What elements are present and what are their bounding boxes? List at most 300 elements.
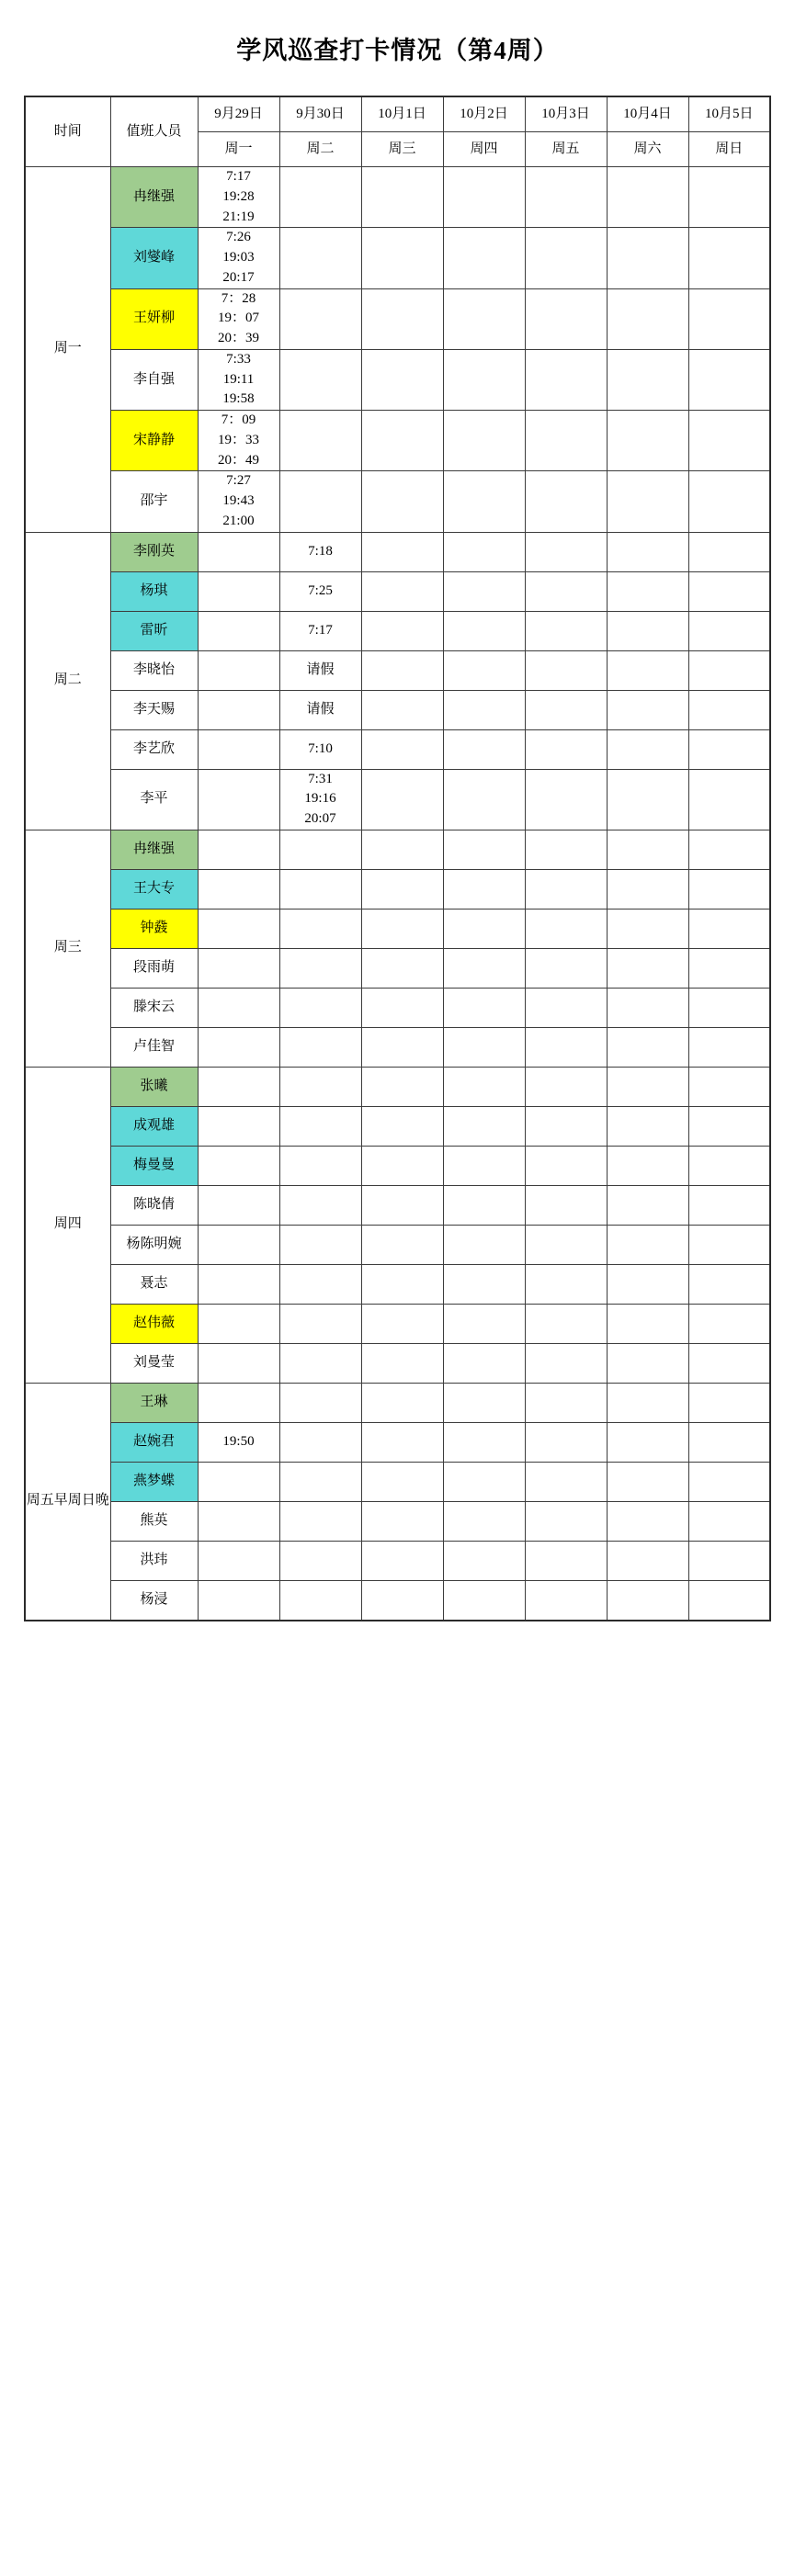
checkin-cell [279, 1185, 361, 1225]
table-row [25, 411, 770, 471]
checkin-cell [525, 1264, 607, 1304]
person-name-cell: 王大专 [110, 869, 198, 909]
checkin-cell [525, 1422, 607, 1462]
checkin-cell [361, 1422, 443, 1462]
checkin-cell [688, 228, 770, 288]
checkin-cell [525, 167, 607, 228]
table-header [25, 96, 770, 167]
checkin-cell [525, 471, 607, 532]
checkin-cell [361, 1343, 443, 1383]
checkin-cell [525, 288, 607, 349]
attendance-table [24, 96, 771, 1621]
checkin-cell [607, 1422, 688, 1462]
checkin-cell [279, 1106, 361, 1146]
checkin-cell [607, 1343, 688, 1383]
checkin-cell [361, 228, 443, 288]
checkin-cell [361, 1146, 443, 1185]
checkin-cell [279, 471, 361, 532]
header-weekday-4: 周五 [525, 132, 607, 167]
checkin-cell [361, 571, 443, 611]
table-row [25, 650, 770, 690]
checkin-cell [607, 830, 688, 869]
checkin-cell [198, 167, 279, 228]
checkin-cell [525, 650, 607, 690]
checkin-cell [361, 769, 443, 830]
checkin-cell [607, 471, 688, 532]
checkin-cell [279, 1541, 361, 1580]
checkin-cell [443, 988, 525, 1027]
person-name-cell: 杨陈明婉 [110, 1225, 198, 1264]
checkin-cell [607, 1501, 688, 1541]
checkin-time: 19:28 [222, 188, 255, 204]
person-name-cell: 刘燮峰 [110, 228, 198, 288]
checkin-cell [279, 988, 361, 1027]
checkin-cell [607, 411, 688, 471]
person-name-cell: 梅曼曼 [110, 1146, 198, 1185]
person-name-cell: 冉继强 [110, 167, 198, 228]
checkin-cell [279, 1383, 361, 1422]
checkin-cell [443, 729, 525, 769]
checkin-cell [361, 349, 443, 410]
checkin-cell [198, 349, 279, 410]
checkin-cell [361, 471, 443, 532]
checkin-cell [361, 729, 443, 769]
checkin-cell [607, 769, 688, 830]
table-row [25, 1343, 770, 1383]
checkin-cell [279, 1225, 361, 1264]
checkin-cell: 7:18 [279, 532, 361, 571]
checkin-cell [525, 769, 607, 830]
checkin-time: 19:16 [304, 791, 336, 807]
checkin-time: 19:03 [222, 250, 255, 265]
header-date-4: 10月3日 [525, 96, 607, 132]
checkin-time: 19:11 [222, 371, 255, 387]
table-row [25, 228, 770, 288]
checkin-cell [607, 611, 688, 650]
table-row [25, 1264, 770, 1304]
checkin-cell [525, 948, 607, 988]
header-date-0: 9月29日 [198, 96, 279, 132]
checkin-cell [525, 1146, 607, 1185]
checkin-cell [607, 729, 688, 769]
table-row [25, 1106, 770, 1146]
checkin-cell [525, 611, 607, 650]
checkin-cell [361, 948, 443, 988]
checkin-cell [361, 532, 443, 571]
checkin-cell [279, 1027, 361, 1067]
checkin-cell [279, 948, 361, 988]
checkin-cell [525, 411, 607, 471]
checkin-cell [607, 1027, 688, 1067]
checkin-time: 7:31 [308, 771, 333, 786]
checkin-cell [198, 1580, 279, 1621]
checkin-cell [279, 228, 361, 288]
checkin-cell [443, 948, 525, 988]
checkin-cell [688, 948, 770, 988]
checkin-cell [198, 1225, 279, 1264]
checkin-cell: 7:17 [279, 611, 361, 650]
checkin-cell [443, 1541, 525, 1580]
checkin-cell [688, 532, 770, 571]
checkin-cell [607, 1106, 688, 1146]
table-row [25, 1185, 770, 1225]
checkin-cell [443, 830, 525, 869]
checkin-time: 21:00 [222, 513, 255, 528]
table-row [25, 1580, 770, 1621]
checkin-cell [443, 1422, 525, 1462]
checkin-cell [688, 1580, 770, 1621]
checkin-cell [443, 1343, 525, 1383]
checkin-cell [688, 1146, 770, 1185]
header-date-2: 10月1日 [361, 96, 443, 132]
checkin-cell [688, 471, 770, 532]
checkin-cell [607, 1067, 688, 1106]
checkin-cell [198, 909, 279, 948]
person-name-cell: 段雨萌 [110, 948, 198, 988]
table-row [25, 988, 770, 1027]
checkin-cell [688, 571, 770, 611]
checkin-cell [607, 650, 688, 690]
checkin-time: 20:17 [222, 269, 255, 285]
header-weekday-5: 周六 [607, 132, 688, 167]
person-name-cell: 赵婉君 [110, 1422, 198, 1462]
day-group-label: 周二 [25, 532, 110, 830]
checkin-cell [361, 1383, 443, 1422]
checkin-cell [279, 288, 361, 349]
checkin-cell [525, 988, 607, 1027]
checkin-cell [688, 1343, 770, 1383]
header-date-5: 10月4日 [607, 96, 688, 132]
checkin-cell [361, 830, 443, 869]
checkin-cell [607, 1462, 688, 1501]
checkin-cell [279, 1067, 361, 1106]
checkin-cell [525, 729, 607, 769]
person-name-cell: 杨浸 [110, 1580, 198, 1621]
checkin-time: 7：28 [221, 290, 256, 306]
header-weekday-1: 周二 [279, 132, 361, 167]
person-name-cell: 陈晓倩 [110, 1185, 198, 1225]
table-row [25, 690, 770, 729]
table-row [25, 288, 770, 349]
checkin-cell [607, 288, 688, 349]
table-row [25, 532, 770, 571]
checkin-cell [443, 909, 525, 948]
checkin-cell [607, 571, 688, 611]
checkin-cell [198, 571, 279, 611]
person-name-cell: 张曦 [110, 1067, 198, 1106]
checkin-cell [525, 1580, 607, 1621]
checkin-cell [525, 228, 607, 288]
checkin-cell [443, 288, 525, 349]
person-name-cell: 赵伟薇 [110, 1304, 198, 1343]
person-name-cell: 雷昕 [110, 611, 198, 650]
checkin-cell [525, 1225, 607, 1264]
title-block [0, 0, 795, 96]
checkin-cell [688, 1304, 770, 1343]
day-group-label: 周四 [25, 1067, 110, 1383]
checkin-cell: 7:10 [279, 729, 361, 769]
checkin-cell [361, 288, 443, 349]
checkin-cell [607, 1225, 688, 1264]
checkin-cell [688, 1541, 770, 1580]
checkin-cell [525, 1343, 607, 1383]
checkin-cell [607, 909, 688, 948]
person-name-cell: 冉继强 [110, 830, 198, 869]
checkin-cell [688, 650, 770, 690]
checkin-cell [525, 1501, 607, 1541]
table-row [25, 869, 770, 909]
table-row [25, 349, 770, 410]
table-row [25, 167, 770, 228]
checkin-cell [688, 411, 770, 471]
table-row [25, 1422, 770, 1462]
table-row [25, 1067, 770, 1106]
checkin-cell: 请假 [279, 690, 361, 729]
person-name-cell: 燕梦蝶 [110, 1462, 198, 1501]
checkin-cell [361, 1067, 443, 1106]
checkin-cell [525, 909, 607, 948]
person-name-cell: 李天赐 [110, 690, 198, 729]
checkin-cell [688, 690, 770, 729]
checkin-cell [688, 167, 770, 228]
checkin-cell [279, 1264, 361, 1304]
header-date-3: 10月2日 [443, 96, 525, 132]
checkin-cell [443, 228, 525, 288]
person-name-cell: 李艺欣 [110, 729, 198, 769]
checkin-cell [443, 1225, 525, 1264]
checkin-cell [688, 1383, 770, 1422]
day-group-label: 周五早周日晚 [25, 1383, 110, 1621]
checkin-cell [607, 1264, 688, 1304]
person-name-cell: 李刚英 [110, 532, 198, 571]
checkin-cell [361, 690, 443, 729]
checkin-cell [198, 1343, 279, 1383]
checkin-time: 7:17 [226, 169, 251, 184]
checkin-cell [361, 650, 443, 690]
checkin-cell [198, 690, 279, 729]
checkin-cell [525, 532, 607, 571]
checkin-cell [443, 611, 525, 650]
checkin-time: 7:27 [226, 473, 251, 489]
checkin-cell [279, 830, 361, 869]
person-name-cell: 洪玮 [110, 1541, 198, 1580]
checkin-cell [361, 167, 443, 228]
checkin-cell [198, 471, 279, 532]
checkin-cell [688, 611, 770, 650]
checkin-cell [198, 988, 279, 1027]
checkin-cell [361, 1501, 443, 1541]
table-row [25, 571, 770, 611]
person-name-cell: 杨琪 [110, 571, 198, 611]
checkin-cell [279, 1422, 361, 1462]
page-title: 学风巡查打卡情况（第4周） [236, 36, 559, 64]
table-row [25, 471, 770, 532]
checkin-cell [361, 988, 443, 1027]
table-row [25, 948, 770, 988]
checkin-cell: 19:50 [198, 1422, 279, 1462]
checkin-cell [607, 1541, 688, 1580]
checkin-cell [443, 690, 525, 729]
checkin-cell [198, 769, 279, 830]
checkin-cell [443, 1106, 525, 1146]
checkin-cell [688, 288, 770, 349]
checkin-time: 7:33 [226, 351, 251, 367]
checkin-cell [198, 830, 279, 869]
checkin-cell [443, 1146, 525, 1185]
checkin-cell [443, 1264, 525, 1304]
table-row [25, 729, 770, 769]
checkin-cell [443, 869, 525, 909]
header-date-1: 9月30日 [279, 96, 361, 132]
checkin-cell [688, 729, 770, 769]
checkin-time: 19：07 [217, 311, 259, 326]
person-name-cell: 王琳 [110, 1383, 198, 1422]
checkin-cell [525, 690, 607, 729]
checkin-cell [443, 471, 525, 532]
checkin-cell [688, 830, 770, 869]
checkin-time: 21:19 [222, 209, 255, 224]
checkin-cell [688, 349, 770, 410]
checkin-cell [361, 411, 443, 471]
header-row-dates [25, 96, 770, 132]
checkin-time: 7:26 [226, 230, 251, 245]
checkin-cell [443, 167, 525, 228]
checkin-cell [198, 1383, 279, 1422]
checkin-cell [198, 1146, 279, 1185]
checkin-cell [525, 1304, 607, 1343]
checkin-cell [525, 1106, 607, 1146]
checkin-time: 20:07 [304, 811, 336, 826]
checkin-cell [198, 1541, 279, 1580]
checkin-cell [279, 411, 361, 471]
checkin-cell [198, 288, 279, 349]
table-body [25, 167, 770, 1621]
checkin-cell [607, 1146, 688, 1185]
checkin-cell [198, 1304, 279, 1343]
header-weekday-6: 周日 [688, 132, 770, 167]
checkin-cell [361, 1580, 443, 1621]
checkin-cell [607, 167, 688, 228]
checkin-cell [361, 1225, 443, 1264]
checkin-time: 19:58 [222, 391, 255, 407]
checkin-cell: 请假 [279, 650, 361, 690]
header-staff-label: 值班人员 [110, 96, 198, 167]
checkin-time: 19:43 [222, 493, 255, 508]
checkin-cell [443, 1027, 525, 1067]
checkin-cell [525, 1185, 607, 1225]
checkin-cell [198, 532, 279, 571]
checkin-cell [279, 769, 361, 830]
checkin-cell [279, 1304, 361, 1343]
checkin-cell [525, 1027, 607, 1067]
checkin-cell [198, 411, 279, 471]
checkin-cell [198, 228, 279, 288]
checkin-cell [361, 1304, 443, 1343]
person-name-cell: 滕宋云 [110, 988, 198, 1027]
person-name-cell: 邵宇 [110, 471, 198, 532]
checkin-cell [198, 1264, 279, 1304]
checkin-cell [607, 1580, 688, 1621]
day-group-label: 周三 [25, 830, 110, 1067]
checkin-cell [688, 1185, 770, 1225]
checkin-cell [279, 1343, 361, 1383]
person-name-cell: 李晓怡 [110, 650, 198, 690]
table-row [25, 909, 770, 948]
checkin-time: 20：39 [217, 331, 259, 345]
header-weekday-2: 周三 [361, 132, 443, 167]
checkin-cell [525, 1541, 607, 1580]
checkin-cell [443, 1067, 525, 1106]
checkin-cell [198, 1106, 279, 1146]
checkin-time: 7：09 [221, 412, 256, 427]
table-row [25, 611, 770, 650]
table-row [25, 1541, 770, 1580]
checkin-cell [443, 532, 525, 571]
table-row [25, 830, 770, 869]
checkin-cell [361, 1027, 443, 1067]
header-weekday-0: 周一 [198, 132, 279, 167]
checkin-cell [361, 611, 443, 650]
checkin-cell [688, 1027, 770, 1067]
checkin-cell [607, 1383, 688, 1422]
person-name-cell: 李平 [110, 769, 198, 830]
header-time-label: 时间 [25, 96, 110, 167]
checkin-cell [361, 1264, 443, 1304]
person-name-cell: 王妍柳 [110, 288, 198, 349]
day-group-label: 周一 [25, 167, 110, 533]
checkin-cell [688, 1264, 770, 1304]
checkin-cell [443, 650, 525, 690]
checkin-cell [525, 869, 607, 909]
checkin-cell [198, 1501, 279, 1541]
table-row [25, 1462, 770, 1501]
person-name-cell: 宋静静 [110, 411, 198, 471]
table-row [25, 1383, 770, 1422]
checkin-cell [361, 869, 443, 909]
checkin-cell [361, 1462, 443, 1501]
checkin-cell [688, 1067, 770, 1106]
checkin-cell [688, 769, 770, 830]
checkin-cell [198, 650, 279, 690]
checkin-cell [443, 1304, 525, 1343]
checkin-cell [279, 1580, 361, 1621]
header-weekday-3: 周四 [443, 132, 525, 167]
table-row [25, 1225, 770, 1264]
checkin-time: 19：33 [217, 432, 259, 447]
checkin-cell [688, 1106, 770, 1146]
checkin-cell [607, 988, 688, 1027]
person-name-cell: 刘曼莹 [110, 1343, 198, 1383]
checkin-cell [688, 1225, 770, 1264]
checkin-cell [279, 869, 361, 909]
checkin-cell [607, 869, 688, 909]
checkin-cell [279, 909, 361, 948]
person-name-cell: 钟鼗 [110, 909, 198, 948]
checkin-cell [688, 869, 770, 909]
checkin-cell [279, 1462, 361, 1501]
checkin-cell [525, 1067, 607, 1106]
checkin-cell [443, 571, 525, 611]
checkin-cell [607, 1304, 688, 1343]
checkin-cell [361, 909, 443, 948]
checkin-cell [443, 1383, 525, 1422]
person-name-cell: 成观雄 [110, 1106, 198, 1146]
checkin-cell [361, 1185, 443, 1225]
checkin-cell [361, 1106, 443, 1146]
checkin-cell [443, 1501, 525, 1541]
table-row [25, 1027, 770, 1067]
checkin-cell [607, 690, 688, 729]
